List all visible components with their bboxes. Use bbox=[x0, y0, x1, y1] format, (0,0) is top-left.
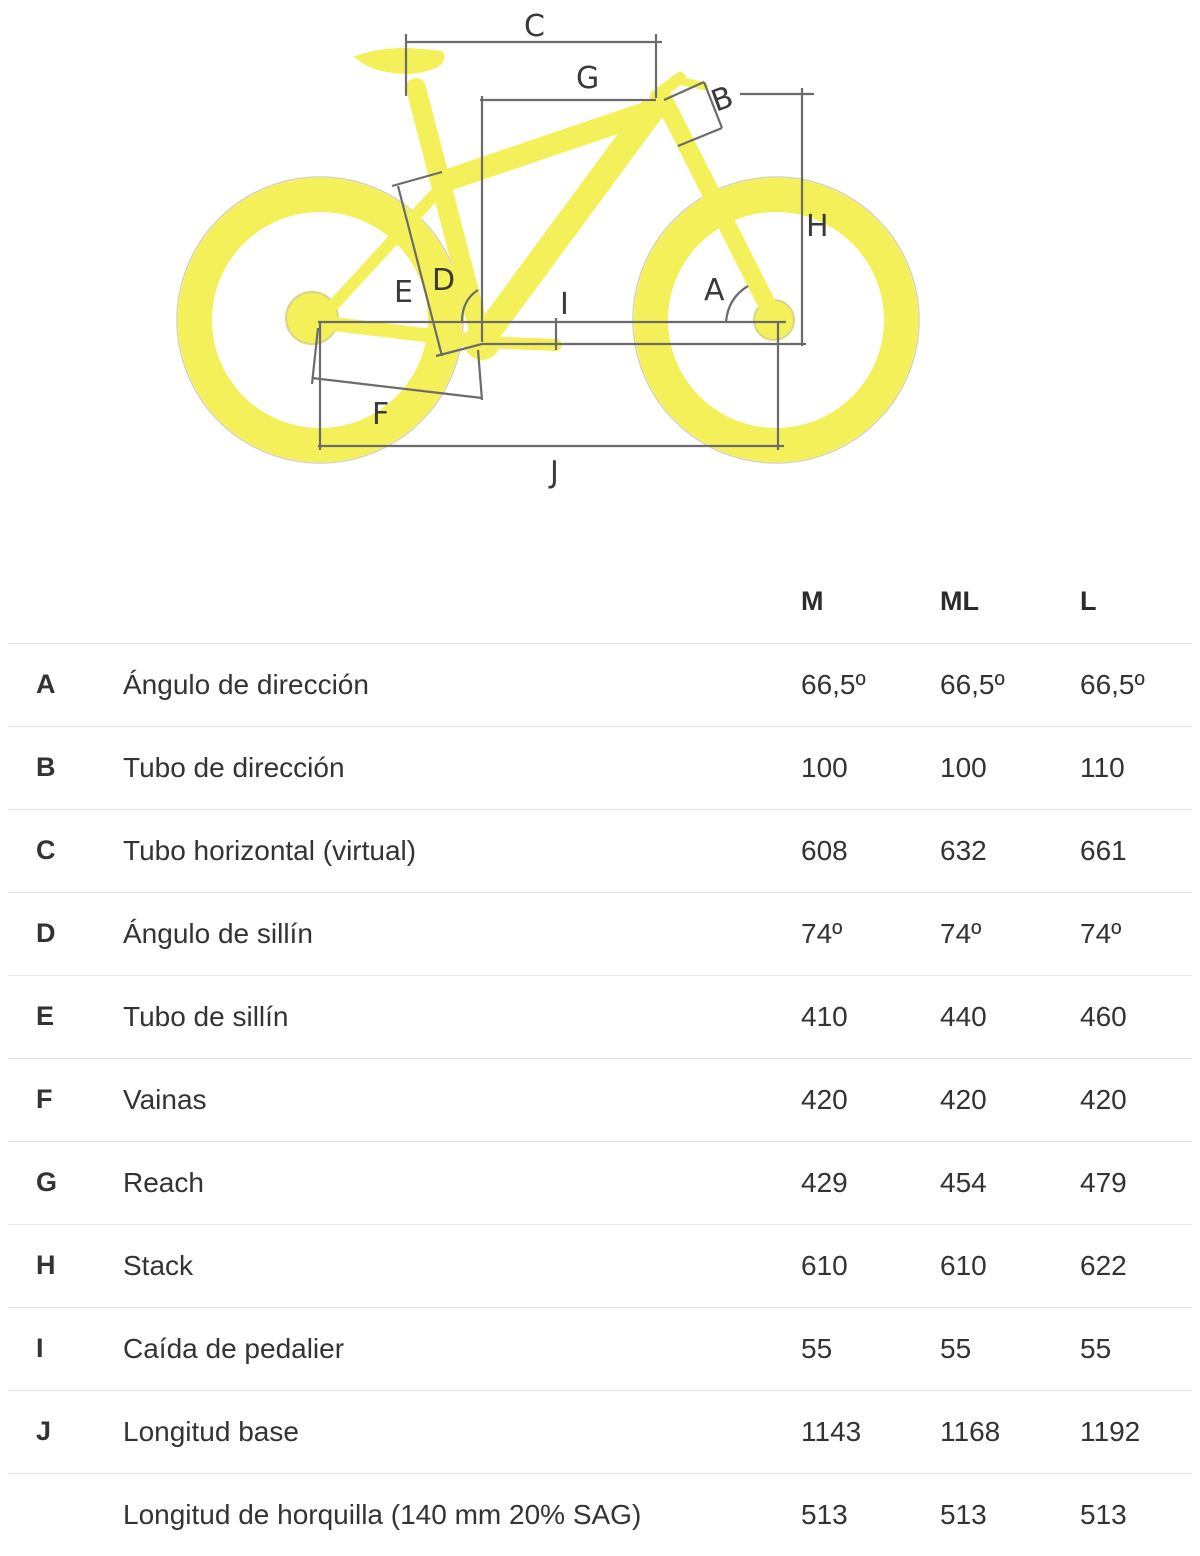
diagram-label-b: B bbox=[706, 79, 739, 120]
row-code: I bbox=[36, 1333, 44, 1363]
row-value-ml: 440 bbox=[940, 1000, 987, 1032]
diagram-label-j: J bbox=[550, 455, 559, 490]
row-name: Ángulo de sillín bbox=[123, 917, 313, 949]
row-value-m: 100 bbox=[801, 751, 848, 783]
table-row bbox=[8, 809, 1192, 892]
diagram-label-a: A bbox=[704, 273, 725, 308]
row-name: Stack bbox=[123, 1249, 194, 1281]
row-value-l: 460 bbox=[1080, 1000, 1127, 1032]
row-value-m: 74º bbox=[801, 917, 843, 949]
row-value-ml: 454 bbox=[940, 1166, 987, 1198]
row-name: Longitud base bbox=[123, 1415, 299, 1447]
row-value-l: 66,5º bbox=[1080, 668, 1145, 700]
row-code: F bbox=[36, 1084, 53, 1114]
bike-geometry-sketch bbox=[0, 0, 1200, 520]
row-name: Longitud de horquilla (140 mm 20% SAG) bbox=[123, 1498, 642, 1530]
row-value-m: 610 bbox=[801, 1249, 848, 1281]
header-name bbox=[123, 560, 801, 643]
row-value-l: 513 bbox=[1080, 1498, 1127, 1530]
row-value-m: 429 bbox=[801, 1166, 848, 1198]
row-value-l: 420 bbox=[1080, 1083, 1127, 1115]
header-size-m: M bbox=[801, 560, 940, 643]
diagram-label-e: E bbox=[394, 275, 413, 310]
row-value-l: 479 bbox=[1080, 1166, 1127, 1198]
row-value-l: 110 bbox=[1080, 751, 1125, 783]
header-size-ml: ML bbox=[940, 560, 1080, 643]
row-code: C bbox=[36, 835, 56, 865]
table-row bbox=[8, 1058, 1192, 1141]
row-value-m: 608 bbox=[801, 834, 848, 866]
diagram-label-f: F bbox=[372, 397, 390, 432]
row-value-ml: 55 bbox=[940, 1332, 972, 1364]
row-value-ml: 513 bbox=[940, 1498, 987, 1530]
table-header-row bbox=[8, 560, 1192, 643]
row-code: G bbox=[36, 1167, 58, 1197]
row-name: Vainas bbox=[123, 1083, 207, 1115]
row-name: Ángulo de dirección bbox=[123, 668, 369, 700]
row-value-m: 420 bbox=[801, 1083, 848, 1115]
row-name: Tubo de sillín bbox=[123, 1000, 289, 1032]
row-name: Tubo horizontal (virtual) bbox=[123, 834, 417, 866]
row-value-ml: 66,5º bbox=[940, 668, 1005, 700]
row-value-ml: 610 bbox=[940, 1249, 987, 1281]
diagram-label-c: C bbox=[524, 9, 545, 44]
table-row bbox=[8, 1141, 1192, 1224]
table-row bbox=[8, 643, 1192, 726]
table-row bbox=[8, 975, 1192, 1058]
diagram-label-d: D bbox=[432, 263, 456, 298]
row-code bbox=[8, 1473, 123, 1556]
table-row bbox=[8, 1390, 1192, 1473]
row-value-ml: 74º bbox=[940, 917, 982, 949]
row-value-m: 66,5º bbox=[801, 668, 866, 700]
row-value-ml: 632 bbox=[940, 834, 987, 866]
row-code: J bbox=[36, 1416, 52, 1446]
row-value-l: 1192 bbox=[1080, 1415, 1141, 1447]
row-value-m: 513 bbox=[801, 1498, 848, 1530]
row-value-m: 1143 bbox=[801, 1415, 862, 1447]
row-name: Reach bbox=[123, 1166, 204, 1198]
row-value-ml: 100 bbox=[940, 751, 987, 783]
row-code: H bbox=[36, 1250, 56, 1280]
row-name: Caída de pedalier bbox=[123, 1332, 345, 1364]
row-value-ml: 420 bbox=[940, 1083, 987, 1115]
table-row bbox=[8, 726, 1192, 809]
table-row bbox=[8, 892, 1192, 975]
table-row bbox=[8, 1307, 1192, 1390]
diagram-label-g: G bbox=[576, 61, 600, 96]
row-code: B bbox=[36, 752, 56, 782]
row-code: E bbox=[36, 1001, 55, 1031]
diagram-label-h: H bbox=[806, 209, 829, 244]
table-row bbox=[8, 1473, 1192, 1556]
row-value-l: 74º bbox=[1080, 917, 1122, 949]
table-row bbox=[8, 1224, 1192, 1307]
row-value-ml: 1168 bbox=[940, 1415, 1001, 1447]
row-value-m: 55 bbox=[801, 1332, 833, 1364]
row-value-l: 661 bbox=[1080, 834, 1127, 866]
header-size-l: L bbox=[1080, 560, 1192, 643]
row-name: Tubo de dirección bbox=[123, 751, 345, 783]
geometry-table bbox=[8, 560, 1192, 1556]
header-code bbox=[8, 560, 123, 643]
row-value-m: 410 bbox=[801, 1000, 848, 1032]
row-code: D bbox=[36, 918, 56, 948]
bike-geometry-diagram bbox=[0, 0, 1200, 520]
row-code: A bbox=[36, 669, 56, 699]
diagram-label-i: I bbox=[560, 287, 569, 322]
row-value-l: 55 bbox=[1080, 1332, 1112, 1364]
row-value-l: 622 bbox=[1080, 1249, 1127, 1281]
